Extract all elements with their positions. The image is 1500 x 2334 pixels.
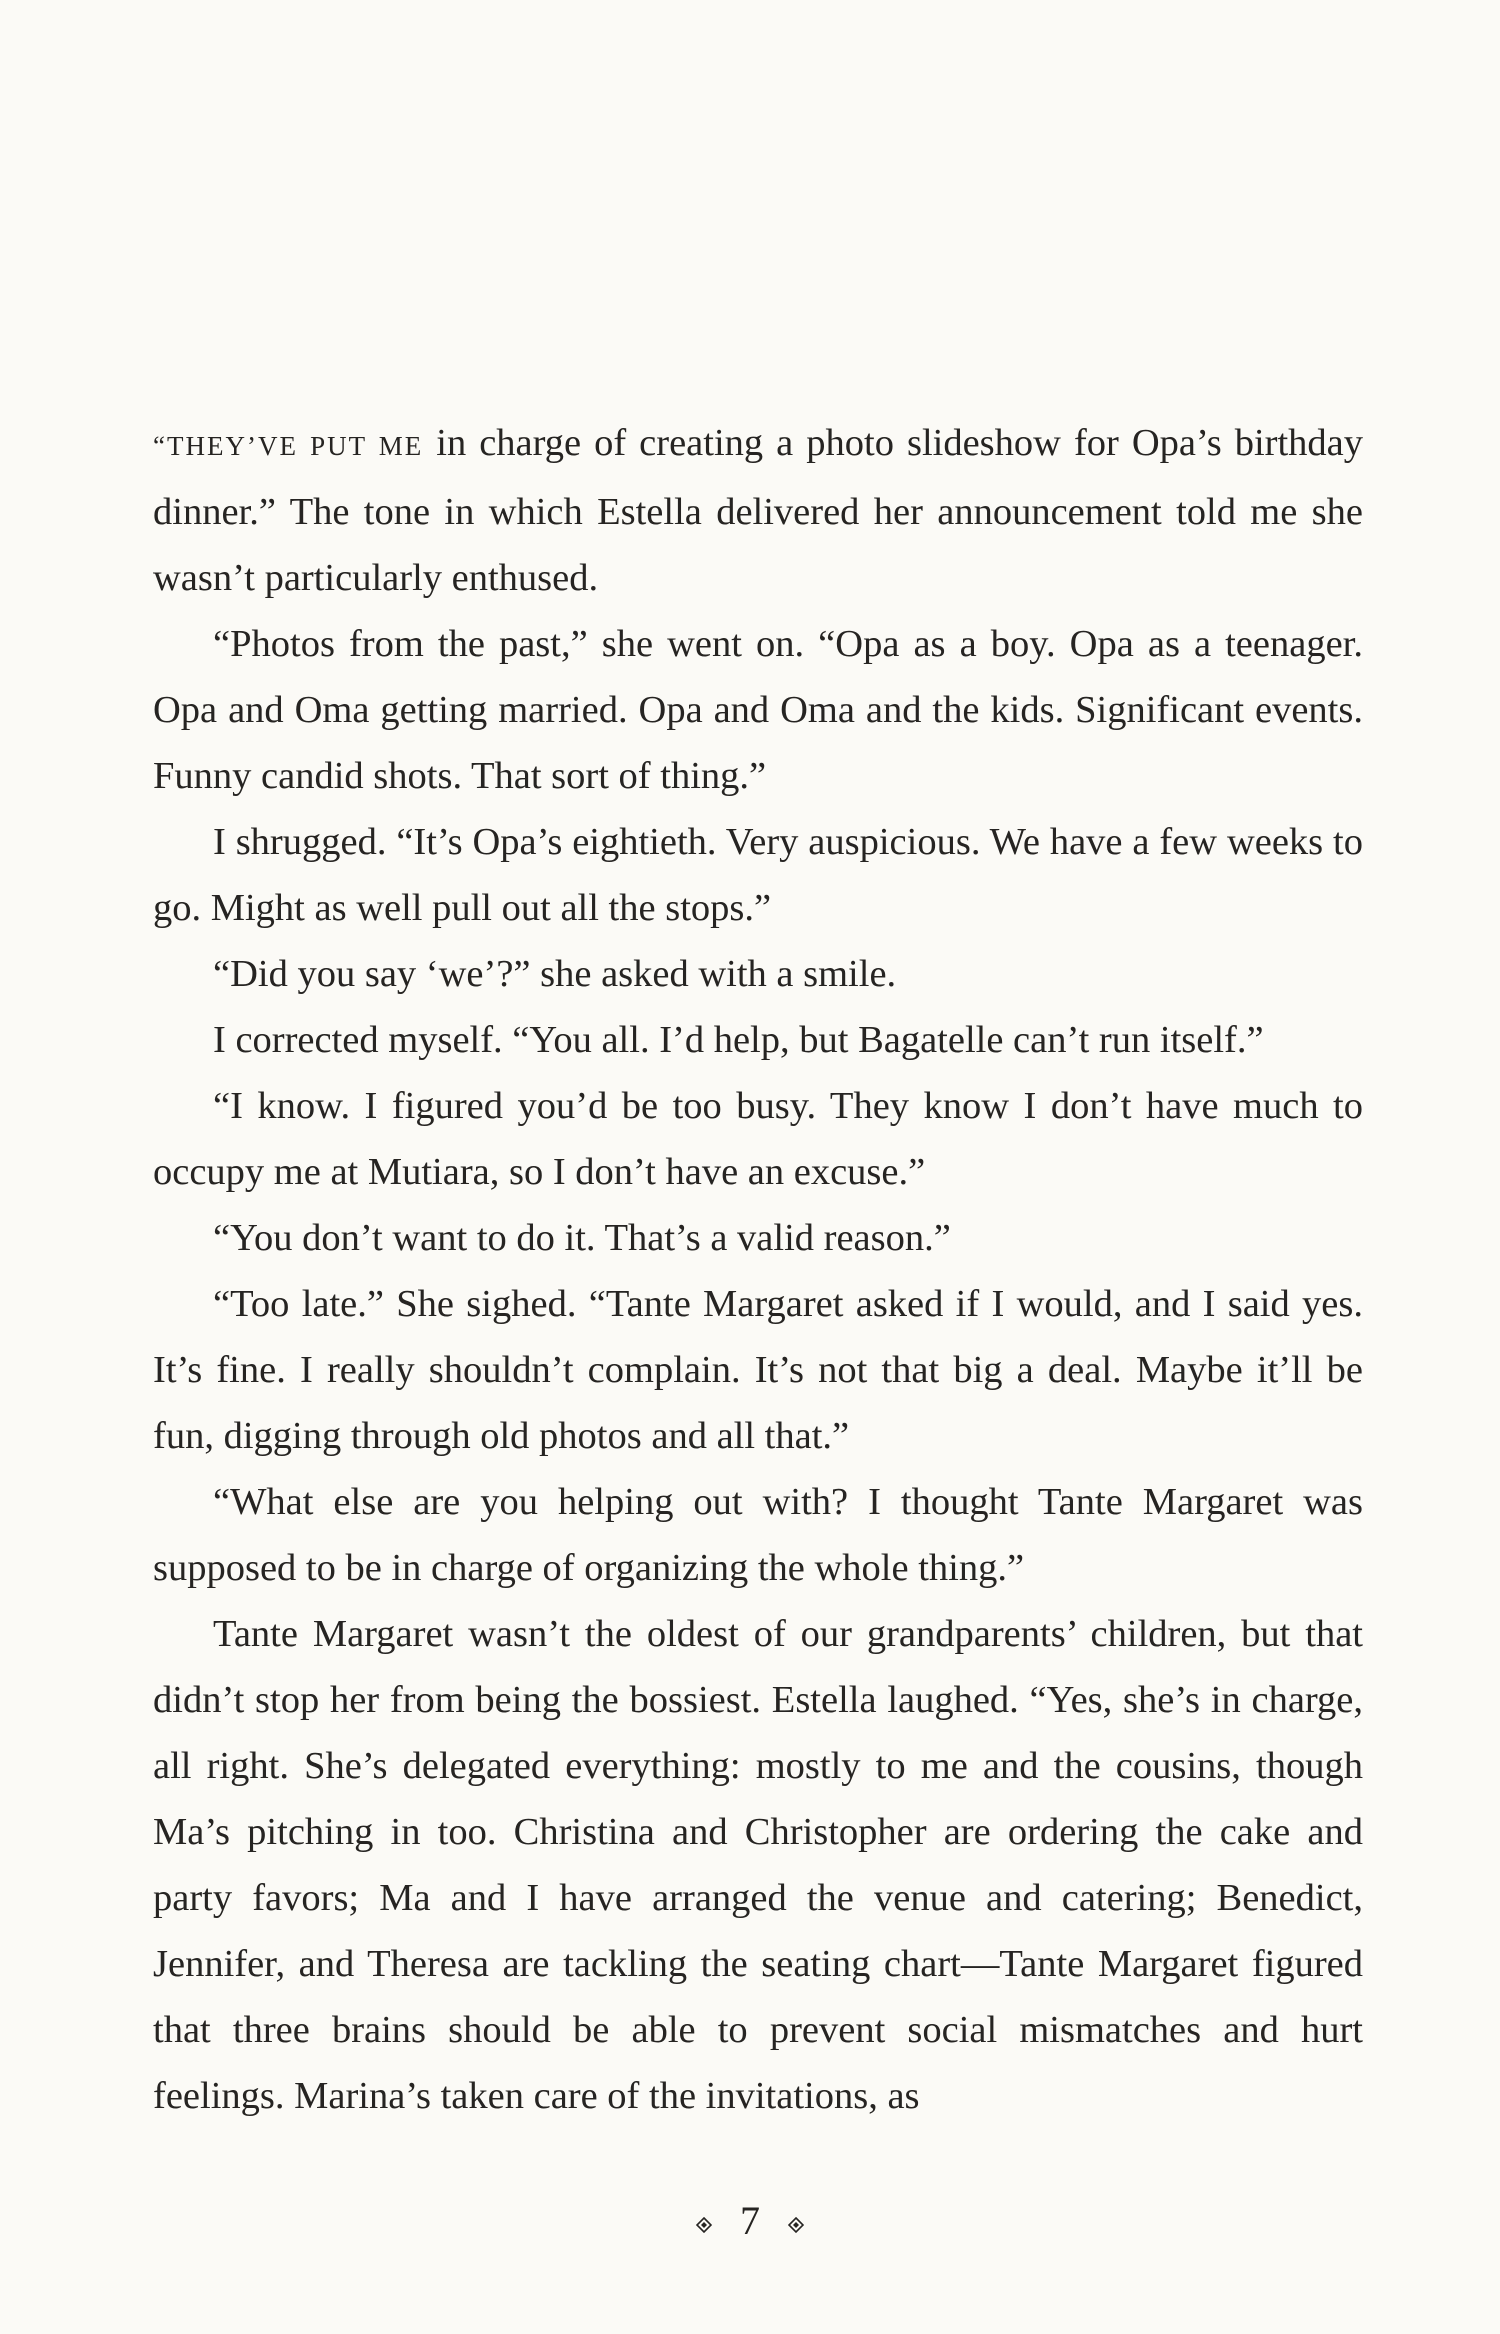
paragraph-1-text: in charge of creating a photo slideshow for Opa’s birthday dinner.” The tone in which Estella delivered her announcement told me she wasn’t particularly enthused.	[153, 422, 1363, 599]
paragraph-6: “I know. I figured you’d be too busy. They know I don’t have much to occupy me at Mutiara, so I don’t have an excuse.”	[153, 1085, 1363, 1193]
paragraph-10: Tante Margaret wasn’t the oldest of our grandparents’ children, but that didn’t stop her from being the bossiest. Estella laughed. “Yes, she’s in charge, all right. She’s delegated everything: mostly to me and the cousins, though Ma’s pitching in too. Christina and Christopher are ordering the cake and party favors; Ma and I have arranged the venue and catering; Benedict, Jennifer, and Theresa are tackling the seating chart—Tante Margaret figured that three brains should be able to prevent social mismatches and hurt feelings. Marina’s taken care of the invitations, as	[153, 1613, 1363, 2117]
page-footer	[0, 2196, 1500, 2246]
paragraph-5: I corrected myself. “You all. I’d help, but Bagatelle can’t run itself.”	[213, 1019, 1264, 1061]
body-text	[153, 410, 1363, 2129]
paragraph-3: I shrugged. “It’s Opa’s eightieth. Very auspicious. We have a few weeks to go. Might as well pull out all the stops.”	[153, 821, 1363, 929]
paragraph-8: “Too late.” She sighed. “Tante Margaret asked if I would, and I said yes. It’s fine. I really shouldn’t complain. It’s not that big a deal. Maybe it’ll be fun, digging through old photos and all that.”	[153, 1283, 1363, 1457]
diamond-icon	[788, 2217, 804, 2233]
paragraph-1	[153, 410, 1363, 611]
diamond-icon	[696, 2217, 712, 2233]
paragraph-9: “What else are you helping out with? I thought Tante Margaret was supposed to be in charge of organizing the whole thing.”	[153, 1481, 1363, 1589]
paragraph-2: “Photos from the past,” she went on. “Opa as a boy. Opa as a teenager. Opa and Oma getting married. Opa and Oma and the kids. Significant events. Funny candid shots. That sort of thing.”	[153, 623, 1363, 797]
page-number: 7	[740, 2198, 760, 2243]
paragraph-4: “Did you say ‘we’?” she asked with a smile.	[213, 953, 897, 995]
paragraph-7: “You don’t want to do it. That’s a valid reason.”	[213, 1217, 951, 1259]
opening-smallcaps: “THEY’VE PUT ME	[153, 431, 424, 461]
